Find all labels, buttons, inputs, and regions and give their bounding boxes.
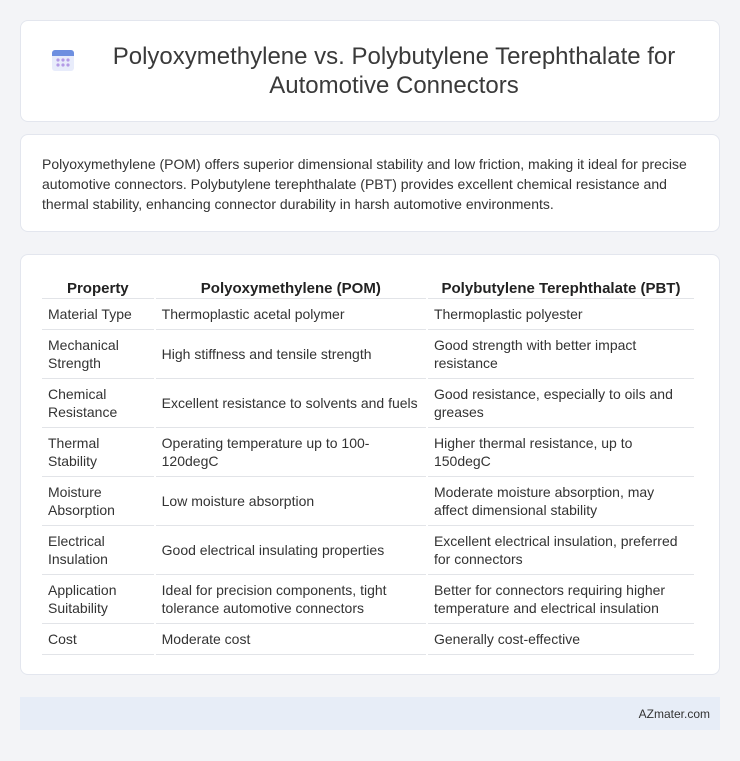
- comparison-table: [40, 275, 696, 655]
- pom-cell: Thermoplastic acetal polymer: [156, 299, 426, 330]
- pbt-cell: Excellent electrical insulation, preferred for connectors: [428, 526, 694, 575]
- property-cell: Chemical Resistance: [42, 379, 154, 428]
- header-pbt: Polybutylene Terephthalate (PBT): [428, 275, 694, 299]
- pbt-cell: Moderate moisture absorption, may affect dimensional stability: [428, 477, 694, 526]
- table-row: [42, 299, 694, 330]
- property-cell: Electrical Insulation: [42, 526, 154, 575]
- pbt-cell: Higher thermal resistance, up to 150degC: [428, 428, 694, 477]
- title-card: [20, 20, 720, 122]
- property-cell: Cost: [42, 624, 154, 655]
- header-pom: Polyoxymethylene (POM): [156, 275, 426, 299]
- description-card: [20, 134, 720, 232]
- pbt-cell: Thermoplastic polyester: [428, 299, 694, 330]
- pom-cell: Good electrical insulating properties: [156, 526, 426, 575]
- footer-credit[interactable]: AZmater.com: [638, 706, 710, 721]
- property-cell: Material Type: [42, 299, 154, 330]
- pbt-cell: Good resistance, especially to oils and greases: [428, 379, 694, 428]
- header-property: Property: [42, 275, 154, 299]
- comparison-table-card: [20, 254, 720, 675]
- table-row: [42, 330, 694, 379]
- property-cell: Moisture Absorption: [42, 477, 154, 526]
- pom-cell: Excellent resistance to solvents and fuels: [156, 379, 426, 428]
- pbt-cell: Better for connectors requiring higher temperature and electrical insulation: [428, 575, 694, 624]
- table-row: [42, 624, 694, 655]
- page-title: Polyoxymethylene vs. Polybutylene Terephthalate for Automotive Connectors: [112, 43, 676, 99]
- property-cell: Thermal Stability: [42, 428, 154, 477]
- description-text: Polyoxymethylene (POM) offers superior dimensional stability and low friction, making it ideal for precise automotive connectors. Polybutylene terephthalate (PBT) provides excellent chemical resistance and thermal stability, enhancing connector durability in harsh automotive environments.: [42, 156, 687, 212]
- table-row: [42, 575, 694, 624]
- pom-cell: Moderate cost: [156, 624, 426, 655]
- table-row: [42, 428, 694, 477]
- table-row: [42, 379, 694, 428]
- table-row: [42, 477, 694, 526]
- pbt-cell: Good strength with better impact resistance: [428, 330, 694, 379]
- pom-cell: High stiffness and tensile strength: [156, 330, 426, 379]
- pom-cell: Operating temperature up to 100-120degC: [156, 428, 426, 477]
- table-row: [42, 526, 694, 575]
- property-cell: Application Suitability: [42, 575, 154, 624]
- property-cell: Mechanical Strength: [42, 330, 154, 379]
- pom-cell: Ideal for precision components, tight tolerance automotive connectors: [156, 575, 426, 624]
- pom-cell: Low moisture absorption: [156, 477, 426, 526]
- footer-bar: [20, 697, 720, 730]
- calendar-grid-icon: [50, 47, 76, 73]
- table-header-row: [42, 275, 694, 299]
- title-wrap: [50, 42, 690, 100]
- pbt-cell: Generally cost-effective: [428, 624, 694, 655]
